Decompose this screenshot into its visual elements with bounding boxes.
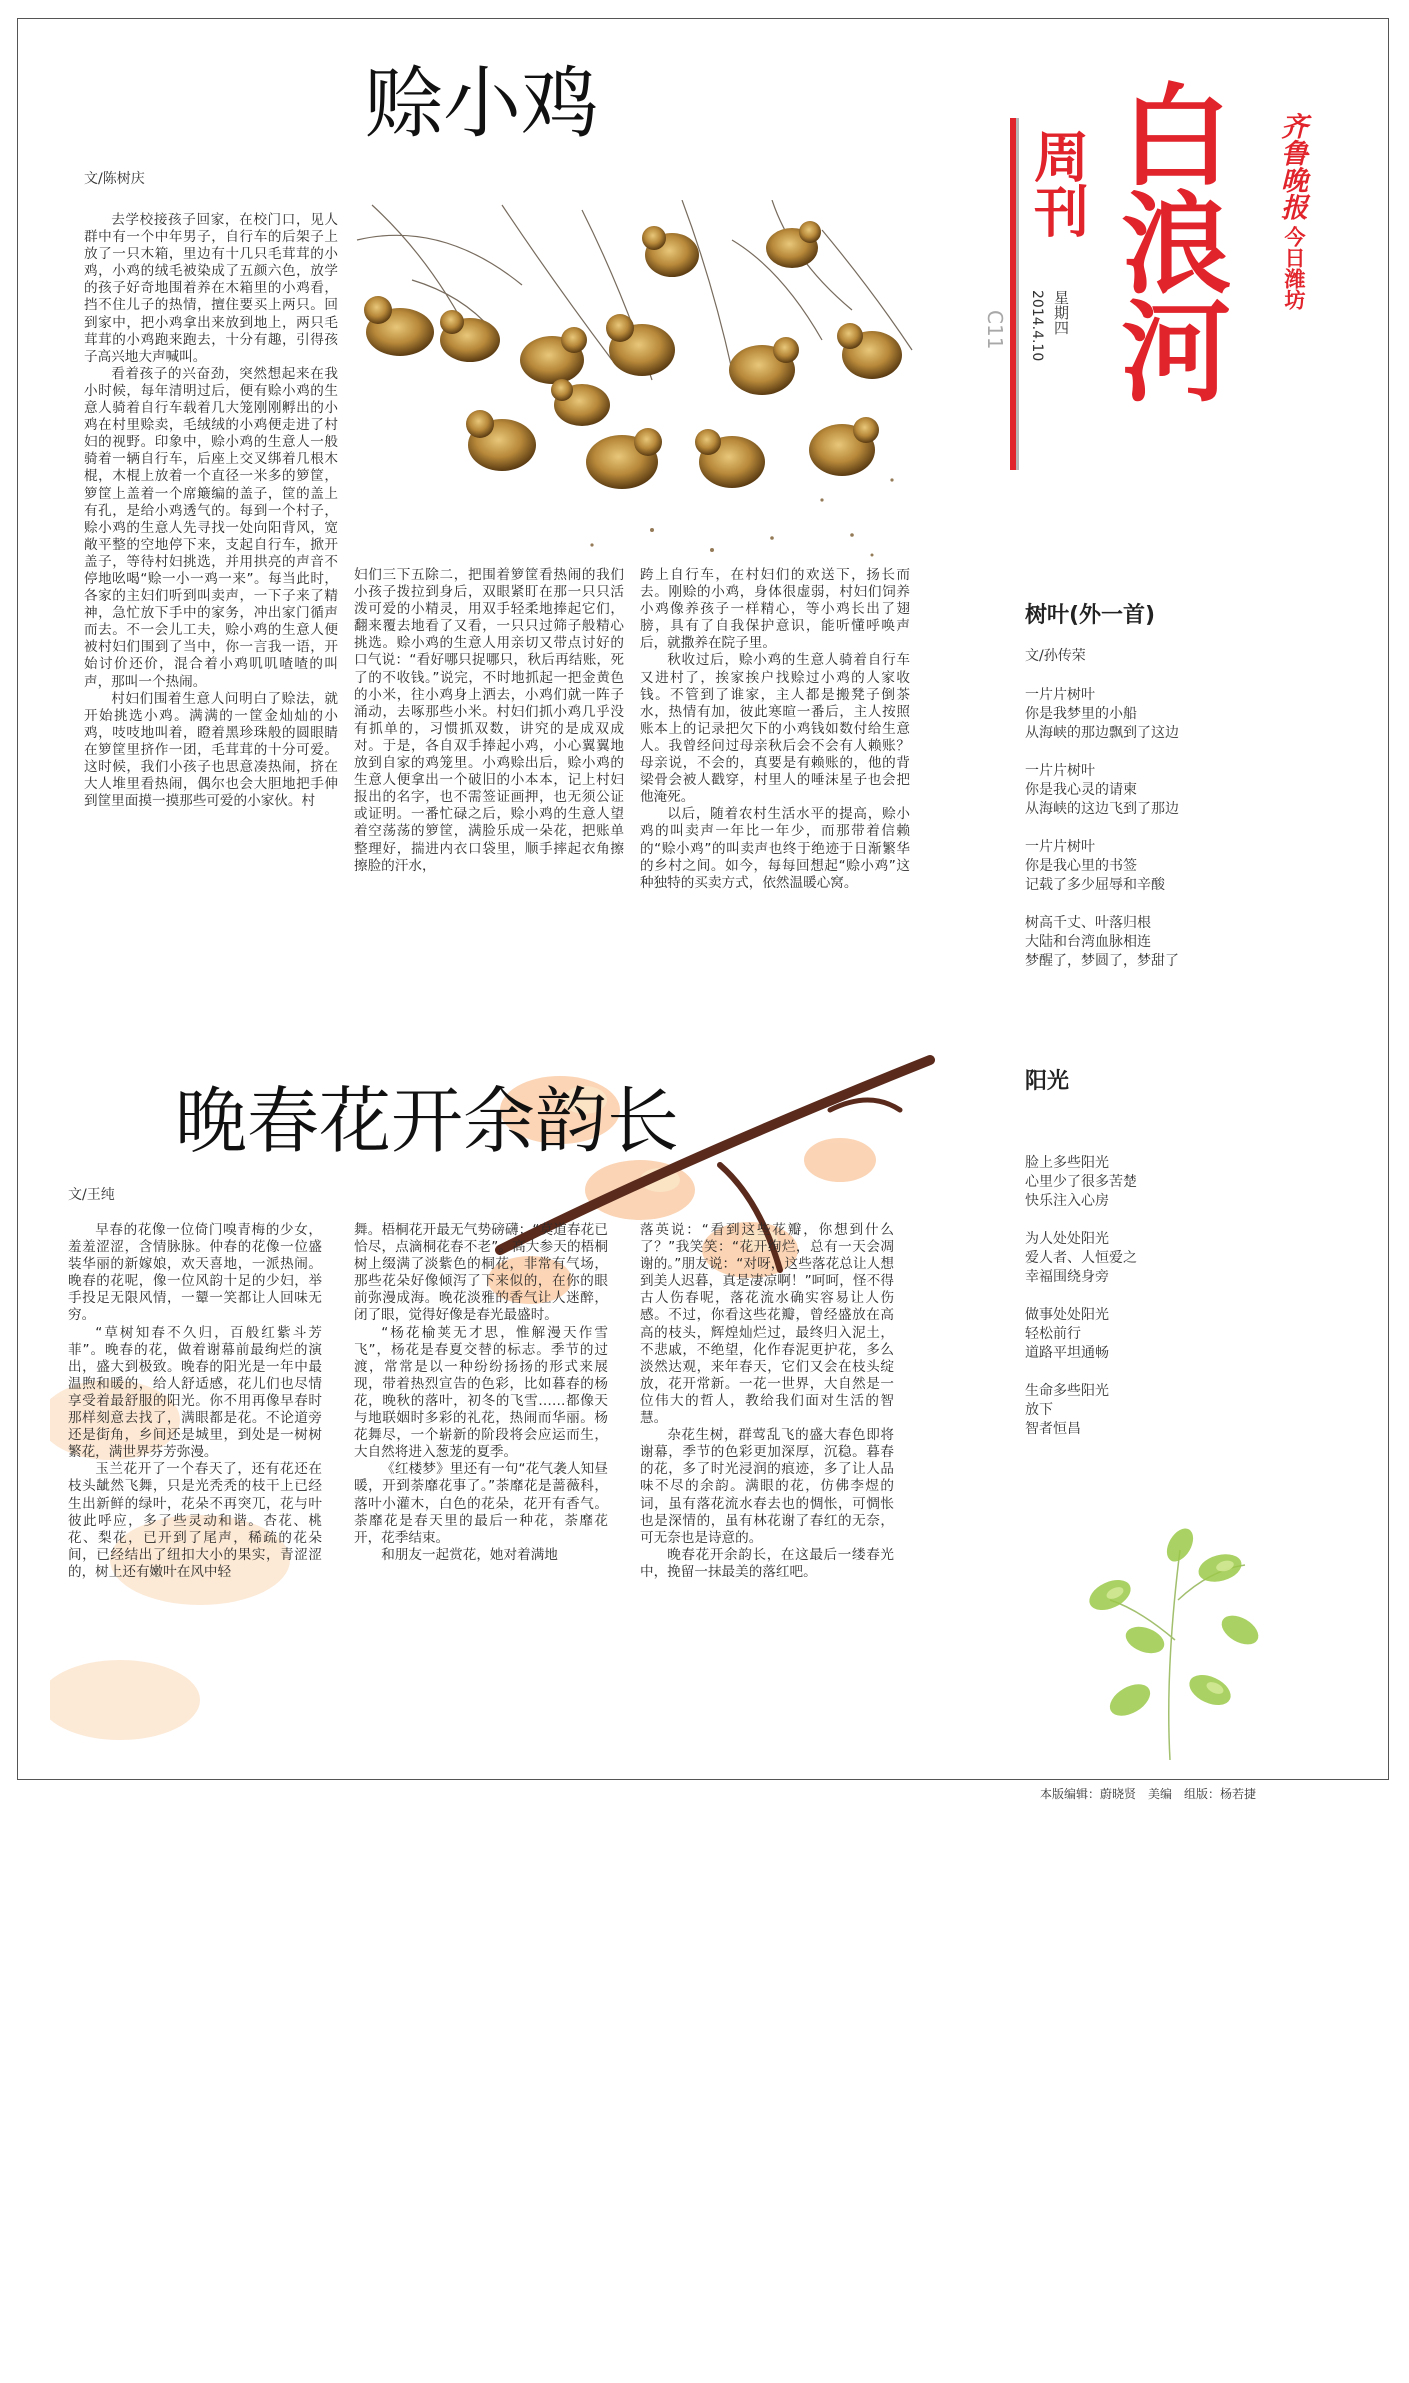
masthead-brand-logo: [1268, 112, 1308, 220]
poem1-body: [1025, 686, 1345, 971]
poem-line: 树高千丈、叶落归根: [1025, 915, 1151, 931]
poem-line: 你是我梦里的小船: [1025, 706, 1137, 722]
masthead-gray-bar: [1016, 118, 1019, 470]
poem-line: 从海峡的那边飘到了这边: [1025, 725, 1179, 741]
poem-line: 你是我心灵的请柬: [1025, 782, 1137, 798]
paragraph: “草树知春不久归，百般红紫斗芳菲”。晚春的花，做着谢幕前最绚烂的演出，盛大到极致。晚春的阳光是一年中最温煦和暖的，给人舒适感，花儿们也尽情享受着最舒服的阳光。你不用再像早春时那样刻意去找了，满眼都是花。不论道旁还是街角，乡间还是城里，到处是一树树繁花，满世界芬芳弥漫。: [68, 1324, 322, 1461]
poem-line: 从海峡的这边飞到了那边: [1025, 801, 1179, 817]
paragraph: 和朋友一起赏花，她对着满地: [381, 1546, 558, 1563]
article1-column3: [640, 567, 910, 892]
poem-line: 大陆和台湾血脉相连: [1025, 934, 1151, 950]
paragraph: 跨上自行车，在村妇们的欢送下，扬长而去。刚赊的小鸡，身体很虚弱，村妇们饲养小鸡像养孩子一样精心，等小鸡长出了翅膀，具有了自我保护意识，能听懂呼唤声后，就撒养在院子里。: [640, 567, 910, 652]
paragraph: 早春的花像一位倚门嗅青梅的少女，羞羞涩涩，含情脉脉。仲春的花像一位盛装华丽的新嫁娘，欢天喜地，一派热闹。晚春的花呢，像一位风韵十足的少妇，举手投足无限风情，一颦一笑都让人回味无穷。: [68, 1222, 322, 1324]
paragraph: 村妇们围着生意人问明白了赊法，就开始挑选小鸡。满满的一筐金灿灿的小鸡，吱吱地叫着，瞪着黑珍珠般的圆眼睛在箩筐里挤作一团，毛茸茸的十分可爱。这时候，我们小孩子也思意凑热闹，挤在大人堆里看热闹，偶尔也会大胆地把手伸到筐里面摸一摸那些可爱的小家伙。村: [84, 690, 338, 810]
article2-title: 晚春花开余韵长: [175, 1079, 680, 1163]
masthead-weekday: 星期四: [1052, 290, 1070, 335]
poem-line: 智者恒昌: [1025, 1421, 1081, 1437]
article2-byline: 文/王纯: [68, 1187, 115, 1203]
poem2-title: 阳光: [1025, 1069, 1070, 1094]
poem-line: 道路平坦通畅: [1025, 1345, 1109, 1361]
paragraph: 杂花生树，群莺乱飞的盛大春色即将谢幕，季节的色彩更加深厚，沉稳。暮春的花，多了时光浸润的痕迹，多了让人品味不尽的余韵。满眼的花，仿佛李煜的词，虽有落花流水春去也的惆怅，可惆怅也是深情的，虽有林花谢了春红的无奈，可无奈也是诗意的。: [640, 1427, 894, 1546]
poem-line: 快乐注入心房: [1025, 1193, 1109, 1209]
poem-line: 心里少了很多苦楚: [1025, 1174, 1137, 1190]
poem-line: 幸福围绕身旁: [1025, 1269, 1109, 1285]
paragraph: 妇们三下五除二，把围着箩筐看热闹的我们小孩子拨拉到身后，双眼紧盯在那一只只活泼可爱的小精灵，用双手轻柔地捧起它们，翻来覆去地看了又看，一只只过筛子般精心挑选。赊小鸡的生意人用亲切又带点讨好的口气说：“看好哪只捉哪只，秋后再结账，死了的不收钱。”说完，不时地抓起一把金黄色的小米，往小鸡身上洒去，小鸡们就一阵子涌动，去啄那些小米。村妇们抓小鸡几乎没有抓单的，习惯抓双数，讲究的是成双成对。于是，各自双手捧起小鸡，小心翼翼地放到自家的鸡笼里。小鸡赊出后，赊小鸡的生意人便拿出一个破旧的小本本，记上村妇报出的名字，也不需签证画押，也无须公证或证明。一番忙碌之后，赊小鸡的生意人望着空荡荡的箩筐，满脸乐成一朵花，把账单整理好，揣进内衣口袋里，顺手摔起衣角擦擦脸的汗水，: [354, 567, 624, 874]
poem-line: 一片片树叶: [1025, 763, 1095, 779]
paragraph: 看着孩子的兴奋劲，突然想起来在我小时候，每年清明过后，便有赊小鸡的生意人骑着自行车载着几大笼刚刚孵出的小鸡在村里赊卖，毛绒绒的小鸡便走进了村妇的视野。印象中，赊小鸡的生意人一般骑着一辆自行车，后座上交叉绑着几根木棍，木棍上放着一个直径一米多的箩筐，箩筐上盖着一个席簸编的盖子，筐的盖上有孔，是给小鸡透气的。每到一个村子，赊小鸡的生意人先寻找一处向阳背风，宽敞平整的空地停下来，支起自行车，掀开盖子，等待村妇挑选，并用拱亮的声音不停地吆喝“赊一小一鸡一来”。每当此时，各家的主妇们听到叫卖声，一下子来了精神，急忙放下手中的家务，冲出家门循声而去。不一会儿工夫，赊小鸡的生意人便被村妇们围到了当中，你一言我一语，开始讨价还价，混合着小鸡叽叽喳喳的叫声，那叫一个热闹。: [84, 365, 338, 690]
article1-byline: 文/陈树庆: [84, 171, 145, 187]
paragraph: “杨花榆荚无才思，惟解漫天作雪飞”，杨花是春夏交替的标志。季节的过渡，常常是以一种纷纷扬扬的形式来展现，带着热烈宣告的色彩，比如暮春的杨花，晚秋的落叶，初冬的飞雪……都像天与地联姻时多彩的礼花，热闹而华丽。杨花舞尽，一个崭新的阶段将会应运而生，大自然将进入葱茏的夏季。: [354, 1324, 608, 1461]
editor-credits: 本版编辑：蔚晓贤 美编 组版：杨若捷: [1040, 1787, 1257, 1801]
paragraph: 《红楼梦》里还有一句“花气袭人知昼暖，开到荼靡花事了。”荼靡花是蔷薇科，落叶小灌木，白色的花朵，花开有香气。荼靡花是春天里的最后一种花，荼靡花开，花季结束。: [354, 1461, 608, 1546]
poem-line: 放下: [1025, 1402, 1053, 1418]
poem-line: 脸上多些阳光: [1025, 1155, 1109, 1171]
paragraph: 舞。梧桐花开最无气势磅礴：“莫道春花已恰尽，点滴桐花春不老”。高大参天的梧桐树上缀满了淡紫色的桐花，非常有气场，那些花朵好像倾泻了下来似的，在你的眼前弥漫成海。晚花淡雅的香气让人迷醉，闭了眼，觉得好像是春光最盛时。: [354, 1222, 608, 1324]
poem2-body: [1025, 1154, 1345, 1439]
article1-column2: [354, 567, 624, 875]
chicks-illustration: [352, 200, 920, 564]
poem-line: 生命多些阳光: [1025, 1383, 1109, 1399]
article1-column1: [84, 212, 338, 810]
poem1-title: 树叶(外一首): [1025, 603, 1156, 628]
green-leaves-illustration: [1070, 1490, 1280, 1760]
poem-line: 做事处处阳光: [1025, 1307, 1109, 1323]
brand-line1: 齐鲁晚报: [1276, 112, 1307, 220]
poem-line: 梦醒了，梦圆了，梦甜了: [1025, 953, 1179, 969]
masthead-title: 白浪河: [1103, 78, 1232, 402]
article2-column1: [68, 1222, 322, 1581]
paragraph: 以后，随着农村生活水平的提高，赊小鸡的叫卖声一年比一年少，而那带着信赖的“赊小鸡”的叫卖声也终于绝迹于日渐繁华的乡村之间。如今，每每回想起“赊小鸡”这种独特的买卖方式，依然温暖心窝。: [640, 806, 910, 891]
paragraph: 落英说：“看到这些花瓣，你想到什么了？”我笑笑：“花开绚烂，总有一天会凋谢的。”朋友说：“对呀，这些落花总让人想到美人迟暮，真是凄凉啊！”呵呵，怪不得古人伤春呢，落花流水确实容易让人伤感。不过，你看这些花瓣，曾经盛放在高高的枝头，辉煌灿烂过，最终归入泥土，不悲戚，不绝望，化作春泥更护花，多么淡然达观，来年春天，它们又会在枝头绽放，花开常新。一花一世界，大自然是一位伟大的哲人，教给我们面对生活的智慧。: [640, 1222, 894, 1427]
paragraph: 秋收过后，赊小鸡的生意人骑着自行车又进村了，挨家挨户找赊过小鸡的人家收钱。不管到了谁家，主人都是搬凳子倒茶水，热情有加，彼此寒暄一番后，主人按照账本上的记录把欠下的小鸡钱如数付给生意人。我曾经问过母亲秋后会不会有人赖账？母亲说，不会的，真要是有赖账的，他的背梁骨会被人戳穿，村里人的唾沫星子也会把他淹死。: [640, 652, 910, 806]
poem-line: 一片片树叶: [1025, 687, 1095, 703]
article1-title: 赊小鸡: [365, 59, 600, 149]
poem-line: 爱人者、人恒爱之: [1025, 1250, 1137, 1266]
paragraph: 玉兰花开了一个春天了，还有花还在枝头龇然飞舞，只是光秃秃的枝干上已经生出新鲜的绿叶，花朵不再突兀，花与叶彼此呼应，多了些灵动和谐。杏花、桃花、梨花，已开到了尾声，稀疏的花朵间，已经结出了纽扣大小的果实，青涩涩的，树上还有嫩叶在风中轻: [68, 1461, 322, 1580]
poem1-byline: 文/孙传荣: [1025, 648, 1086, 664]
poem-line: 一片片树叶: [1025, 839, 1095, 855]
masthead-weekly: 周刊: [1025, 128, 1089, 238]
article2-column3: [640, 1222, 894, 1581]
masthead-date: 2014.4.10: [1029, 290, 1045, 362]
poem-line: 你是我心里的书签: [1025, 858, 1137, 874]
paragraph: 去学校接孩子回家，在校门口，见人群中有一个中年男子，自行车的后架子上放了一只木箱，里边有十几只毛茸茸的小鸡，小鸡的绒毛被染成了五颜六色，放学的孩子好奇地围着养在木箱里的小鸡看，挡不住儿子的热情，擅住要买上两只。回到家中，把小鸡拿出来放到地上，两只毛茸茸的小鸡跑来跑去，十分有趣，引得孩子高兴地大声喊叫。: [84, 212, 338, 365]
poem-line: 记载了多少屈辱和辛酸: [1025, 877, 1165, 893]
masthead-page-number: C11: [983, 310, 1007, 350]
poem-line: 轻松前行: [1025, 1326, 1081, 1342]
paragraph: 晚春花开余韵长，在这最后一缕春光中，挽留一抹最美的落红吧。: [640, 1546, 894, 1580]
masthead-brand-sub: 今日潍坊: [1282, 226, 1306, 310]
article2-column2: [354, 1222, 608, 1564]
poem-line: 为人处处阳光: [1025, 1231, 1109, 1247]
